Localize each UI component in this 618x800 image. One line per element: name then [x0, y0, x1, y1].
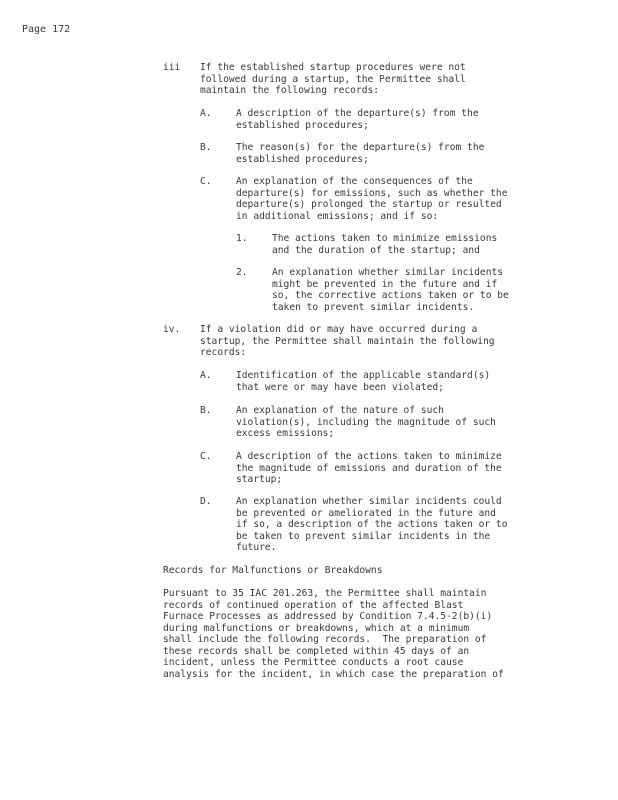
paragraph-line: Pursuant to 35 IAC 201.263, the Permittee shall maintain	[163, 588, 487, 599]
section-iv-intro-line: records:	[200, 347, 247, 358]
section-iii-intro	[200, 62, 466, 97]
paragraph-line: analysis for the incident, in which case the preparation of	[163, 668, 504, 680]
section-iv-item-a	[236, 370, 490, 393]
paragraph-line: these records shall be completed within 45 days of an	[163, 645, 470, 657]
list-item-line: A description of the departure(s) from the	[236, 108, 479, 119]
list-item-line: excess emissions;	[236, 428, 335, 439]
list-item-line: Identification of the applicable standard(s)	[236, 370, 491, 381]
section-iii-item-a	[236, 108, 479, 131]
section-iii-item-c-marker: C.	[200, 176, 212, 187]
list-item-line: if so, a description of the actions taken or to	[236, 519, 508, 530]
list-item-line: established procedures;	[236, 119, 369, 131]
section-iv-item-d-marker: D.	[200, 496, 212, 507]
paragraph-line: Furnace Processes as addressed by Condition 7.4.5-2(b)(i)	[163, 611, 493, 622]
body-paragraph	[163, 588, 504, 680]
section-iii-intro-line: If the established startup procedures were not	[200, 62, 466, 73]
list-item-line: The actions taken to minimize emissions	[272, 233, 498, 244]
paragraph-line: records of continued operation of the affected Blast	[163, 599, 464, 611]
paragraph-line: incident, unless the Permittee conducts a root cause	[163, 657, 464, 668]
section-heading: Records for Malfunctions or Breakdowns	[163, 565, 383, 576]
section-iii-item-b-marker: B.	[200, 142, 212, 153]
list-item-line: startup;	[236, 474, 283, 485]
section-iii-item-c-1	[272, 233, 497, 256]
list-item-line: departure(s) prolonged the startup or resulted	[236, 199, 502, 210]
list-item-line: A description of the actions taken to minimize	[236, 451, 502, 462]
section-iv-item-b	[236, 405, 496, 440]
list-item-line: so, the corrective actions taken or to be	[272, 290, 509, 301]
section-iv-item-c-marker: C.	[200, 451, 212, 462]
section-iii-item-c-2-marker: 2.	[236, 267, 248, 278]
list-item-line: be taken to prevent similar incidents in the	[236, 530, 491, 542]
list-item-line: The reason(s) for the departure(s) from the	[236, 142, 485, 153]
list-item-line: An explanation whether similar incidents	[272, 267, 504, 278]
list-item-line: the magnitude of emissions and duration of the	[236, 462, 502, 474]
list-item-line: An explanation of the nature of such	[236, 405, 444, 416]
list-item-line: might be prevented in the future and if	[272, 278, 498, 290]
section-iii-item-a-marker: A.	[200, 108, 212, 119]
section-iv-item-d	[236, 496, 507, 554]
list-item-line: be prevented or ameliorated in the future and	[236, 507, 496, 519]
list-item-line: in additional emissions; and if so:	[236, 210, 439, 222]
section-iv-item-c	[236, 451, 502, 486]
section-iii-item-b	[236, 142, 484, 165]
section-iii-marker: iii	[163, 62, 181, 73]
section-iv-item-b-marker: B.	[200, 405, 212, 416]
section-iii-intro-line: maintain the following records:	[200, 85, 380, 96]
paragraph-line: during malfunctions or breakdowns, which at a minimum	[163, 622, 470, 634]
list-item-line: violation(s), including the magnitude of such	[236, 416, 496, 428]
list-item-line: departure(s) for emissions, such as whether the	[236, 187, 508, 199]
section-iv-marker: iv.	[163, 324, 181, 335]
list-item-line: An explanation whether similar incidents could	[236, 496, 502, 507]
page-number: Page 172	[22, 24, 71, 35]
list-item-line: taken to prevent similar incidents.	[272, 301, 475, 313]
section-iv-item-a-marker: A.	[200, 370, 212, 381]
section-iii-item-c	[236, 176, 507, 222]
section-iii-item-c-1-marker: 1.	[236, 233, 248, 244]
section-iv-intro-line: If a violation did or may have occurred during a	[200, 324, 478, 335]
list-item-line: established procedures;	[236, 153, 369, 165]
paragraph-line: shall include the following records. The preparation of	[163, 634, 487, 645]
section-iii-intro-line: followed during a startup, the Permittee shall	[200, 73, 466, 85]
list-item-line: An explanation of the consequences of the	[236, 176, 473, 187]
section-iii-item-c-2	[272, 267, 509, 313]
section-iv-intro-line: startup, the Permittee shall maintain the following	[200, 335, 495, 347]
list-item-line: and the duration of the startup; and	[272, 244, 480, 256]
list-item-line: that were or may have been violated;	[236, 381, 444, 393]
section-iv-intro	[200, 324, 495, 359]
list-item-line: future.	[236, 542, 277, 553]
